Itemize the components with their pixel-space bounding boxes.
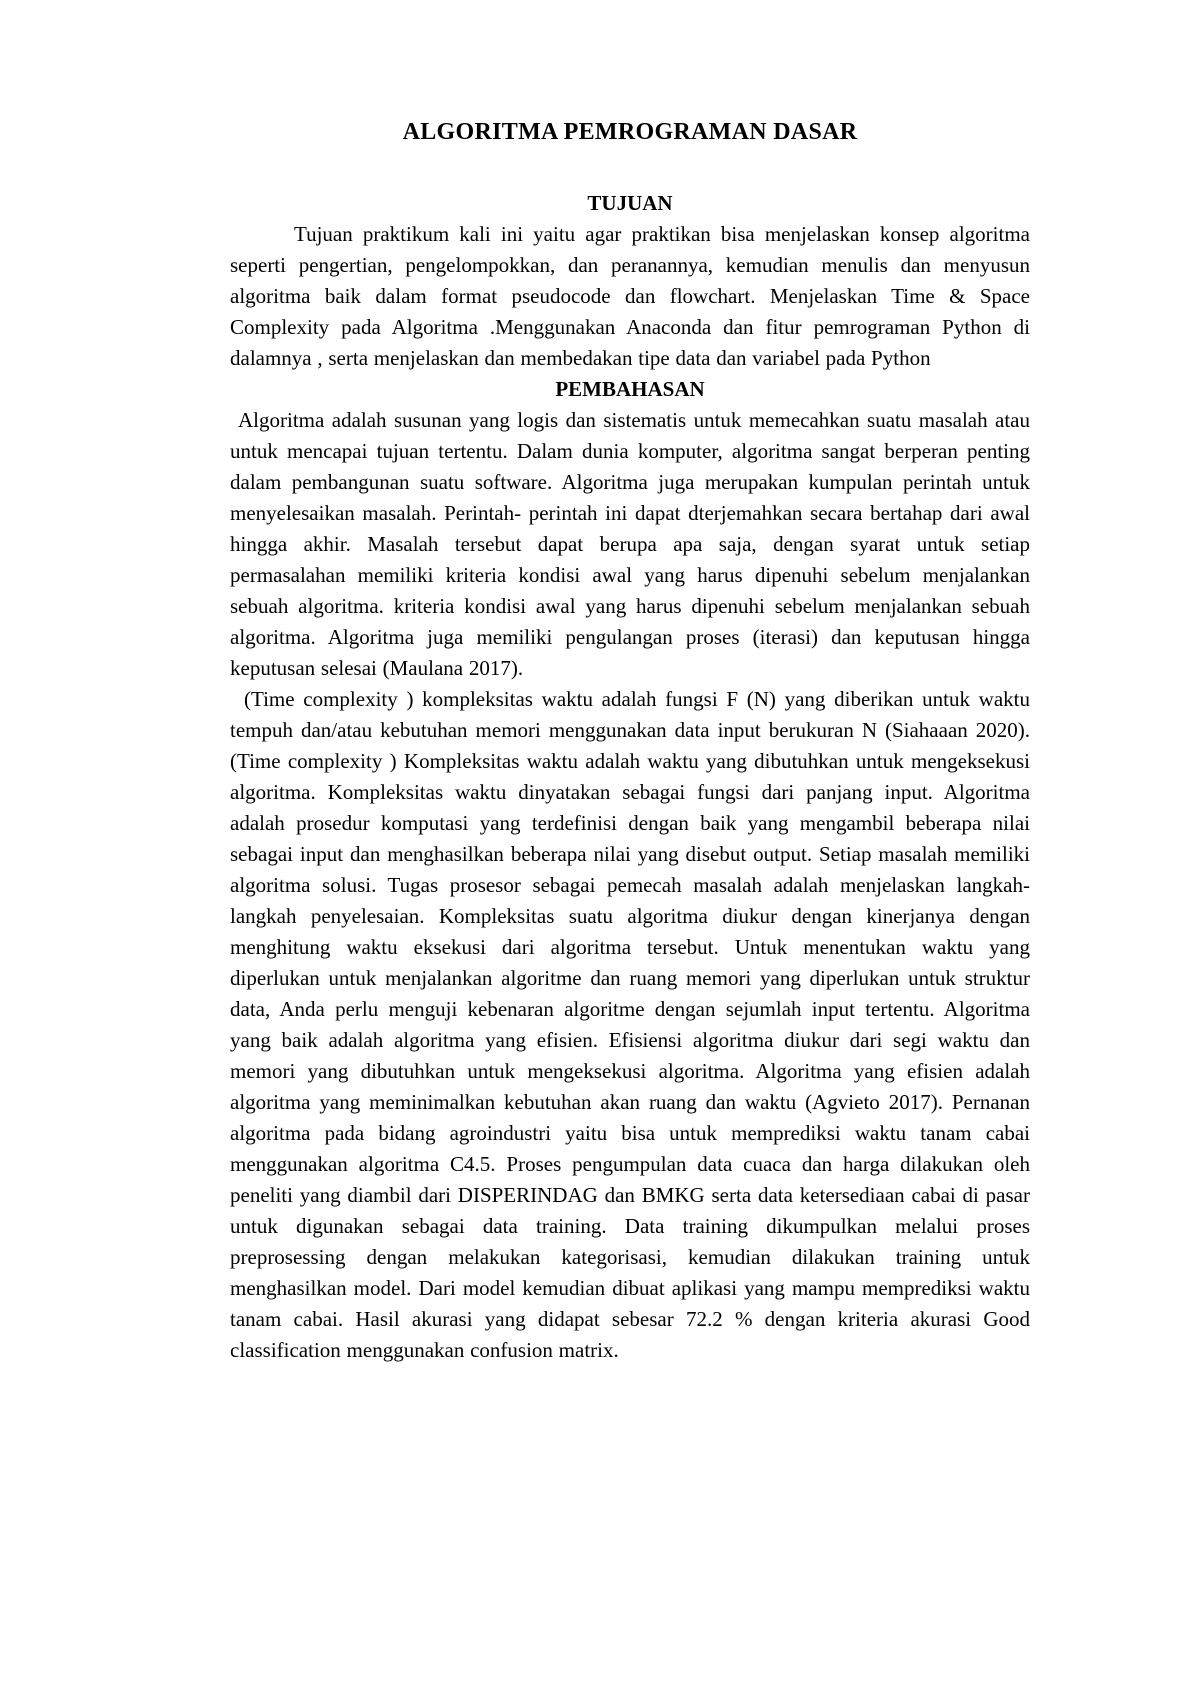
document-title: ALGORITMA PEMROGRAMAN DASAR — [402, 119, 858, 145]
section-heading-pembahasan: PEMBAHASAN — [555, 377, 705, 401]
paragraph-tujuan: Tujuan praktikum kali ini yaitu agar praktikan bisa menjelaskan konsep algoritma seperti pengertian, pengelompokkan, dan peranannya, kemudian menulis dan menyusun algoritma baik dalam format pseudocode dan flowchart. Menjelaskan Time & Space Complexity pada Algoritma .Menggunakan Anaconda dan fitur pemrograman Python di dalamnya , serta menjelaskan dan membedakan tipe data dan variabel pada Python — [230, 222, 1030, 370]
section-heading-tujuan: TUJUAN — [587, 191, 673, 215]
document-body — [230, 112, 1030, 1366]
paragraph-algoritma-definition: Algoritma adalah susunan yang logis dan sistematis untuk memecahkan suatu masalah atau untuk mencapai tujuan tertentu. Dalam dunia komputer, algoritma sangat berperan penting dalam pembangunan suatu software. Algoritma juga merupakan kumpulan perintah untuk menyelesaikan masalah. Perintah- perintah ini dapat dterjemahkan secara bertahap dari awal hingga akhir. Masalah tersebut dapat berupa apa saja, dengan syarat untuk setiap permasalahan memiliki kriteria kondisi awal yang harus dipenuhi sebelum menjalankan sebuah algoritma. kriteria kondisi awal yang harus dipenuhi sebelum menjalankan sebuah algoritma. Algoritma juga memiliki pengulangan proses (iterasi) dan keputusan hingga keputusan selesai (Maulana 2017). — [230, 408, 1030, 680]
paragraph-time-complexity: (Time complexity ) kompleksitas waktu adalah fungsi F (N) yang diberikan untuk waktu tempuh dan/atau kebutuhan memori menggunakan data input berukuran N (Siahaaan 2020). (Time complexity ) Kompleksitas waktu adalah waktu yang dibutuhkan untuk mengeksekusi algoritma. Kompleksitas waktu dinyatakan sebagai fungsi dari panjang input. Algoritma adalah prosedur komputasi yang terdefinisi dengan baik yang mengambil beberapa nilai sebagai input dan menghasilkan beberapa nilai yang disebut output. Setiap masalah memiliki algoritma solusi. Tugas prosesor sebagai pemecah masalah adalah menjelaskan langkah-langkah penyelesaian. Kompleksitas suatu algoritma diukur dengan kinerjanya dengan menghitung waktu eksekusi dari algoritma tersebut. Untuk menentukan waktu yang diperlukan untuk menjalankan algoritme dan ruang memori yang diperlukan untuk struktur data, Anda perlu menguji kebenaran algoritme dengan sejumlah input tertentu. Algoritma yang baik adalah algoritma yang efisien. Efisiensi algoritma diukur dari segi waktu dan memori yang dibutuhkan untuk mengeksekusi algoritma. Algoritma yang efisien adalah algoritma yang meminimalkan kebutuhan akan ruang dan waktu (Agvieto 2017). Pernanan algoritma pada bidang agroindustri yaitu bisa untuk memprediksi waktu tanam cabai menggunakan algoritma C4.5. Proses pengumpulan data cuaca dan harga dilakukan oleh peneliti yang diambil dari DISPERINDAG dan BMKG serta data ketersediaan cabai di pasar untuk digunakan sebagai data training. Data training dikumpulkan melalui proses preprosessing dengan melakukan kategorisasi, kemudian dilakukan training untuk menghasilkan model. Dari model kemudian dibuat aplikasi yang mampu memprediksi waktu tanam cabai. Hasil akurasi yang didapat sebesar 72.2 % dengan kriteria akurasi Good classification menggunakan confusion matrix. — [230, 687, 1030, 1362]
